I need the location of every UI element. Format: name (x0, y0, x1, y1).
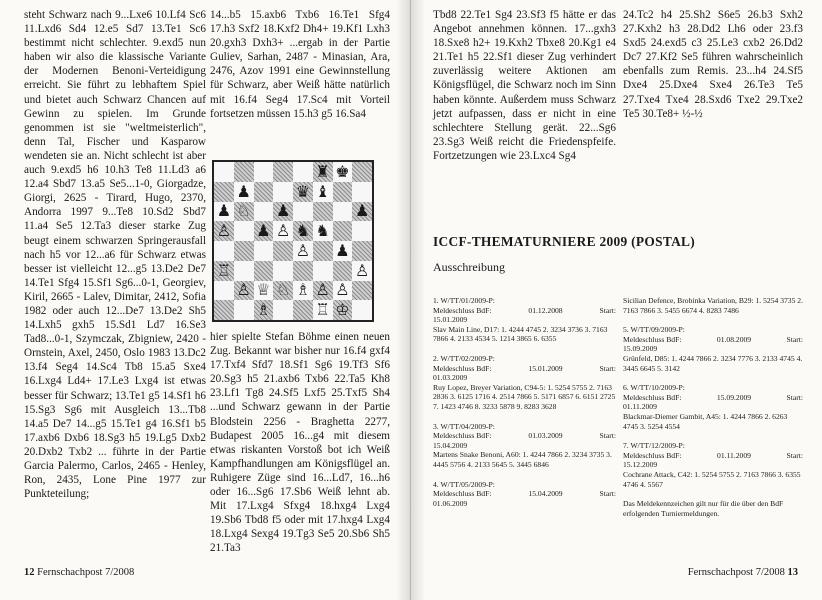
opening-line: Blackmar-Diemer Gambit, A45: 1. 4244 7866 2. 6263 4745 3. 5254 4554 (623, 411, 788, 431)
board-square (293, 202, 313, 222)
left-page-footer (24, 567, 134, 578)
deadline-row (623, 393, 803, 403)
tournament-id: 5. W/TT/09/2009-P: (623, 325, 685, 335)
board-square (214, 162, 234, 182)
tournament-intro: Sicilian Defence, Brobinka Variation, B29: 1. 5254 3735 2. 7163 7866 3. 5455 6674 4. 8283 7486 (623, 296, 803, 315)
start-date: 01.03.2009 (433, 373, 468, 383)
tournament-entry (433, 354, 616, 412)
opening-line: Ruy Lopez, Breyer Variation, C94-5: 1. 5254 5755 2. 7163 2836 3. 6125 1716 4. 2514 7866 5. 5171 6857 6. 6151 2725 7. 1423 4746 8. 3233 5878 9. 8283 3628 (433, 382, 616, 411)
board-square (313, 241, 333, 261)
board-square (352, 162, 372, 182)
board-square (254, 261, 274, 281)
board-square (214, 300, 234, 320)
board-square (333, 202, 353, 222)
page-number-right: 13 (787, 567, 798, 578)
start-date: 01.11.2009 (623, 402, 657, 412)
deadline-row (433, 364, 616, 374)
tournament-id: 2. W/TT/02/2009-P: (433, 353, 495, 363)
tournament-entry (433, 296, 616, 344)
board-square (254, 182, 274, 202)
board-square: ♞ (293, 221, 313, 241)
board-square (254, 202, 274, 222)
board-square: ♛ (293, 182, 313, 202)
deadline-date: 01.08.2009 (716, 334, 752, 344)
start-date: 15.09.2009 (623, 344, 658, 354)
deadline-label: Meldeschluss BdF: (433, 305, 492, 315)
tournament-list-right (623, 296, 803, 518)
opening-line: Slav Main Line, D17: 1. 4244 4745 2. 3234 3736 3. 7163 7866 4. 2133 4534 5. 1214 3865 6. 6355 (433, 324, 608, 344)
board-square: ♟ (273, 202, 293, 222)
deadline-label: Meldeschluss BdF: (433, 363, 492, 373)
right-column-1: Tbd8 22.Te1 Sg4 23.Sf3 f5 hätte er das Angebot annehmen können. 17...gxh3 18.Sxe8 h2+ 19.Kxh2 Tbxe8 20.Kg1 e4 21.Te1 h5 22.Sf1 dieser Zug verhindert zuverlässig weitere Aktionen am Königsflügel, die Schwarz noch im Sinn haben könnte. Außerdem muss Schwarz jetzt aufpassen, dass er nicht in eine schlechtere Stellung gerät. 22...Sg6 23.Sg3 Weiß reicht die Friedenspfeife. Fortzetzungen wie 23.Lxc4 Sg4 (433, 9, 616, 162)
board-square (313, 202, 333, 222)
deadline-row (433, 489, 616, 499)
board-square: ♘ (234, 202, 254, 222)
board-square (352, 241, 372, 261)
start-label: Start: (599, 363, 616, 373)
section-subtitle: Ausschreibung (433, 260, 505, 274)
tournament-id: 1. W/TT/01/2009-P: (433, 296, 495, 305)
footer-publication-right: Fernschachpost 7/2008 (687, 567, 785, 578)
board-square: ♕ (254, 281, 274, 301)
deadline-date: 01.11.2009 (717, 450, 751, 460)
deadline-date: 01.12.2008 (528, 305, 563, 315)
board-square: ♜ (313, 162, 333, 182)
board-square (333, 261, 353, 281)
deadline-label: Meldeschluss BdF: (433, 489, 492, 499)
right-page-footer (688, 567, 798, 578)
deadline-row (433, 306, 616, 316)
board-square (234, 300, 254, 320)
tournament-id: 6. W/TT/10/2009-P: (623, 383, 685, 393)
deadline-label: Meldeschluss BdF: (623, 392, 682, 402)
board-square (293, 300, 313, 320)
deadline-row (433, 431, 616, 441)
start-date: 01.06.2009 (433, 498, 468, 508)
tournament-entry (433, 480, 616, 509)
board-square (352, 281, 372, 301)
board-square (293, 162, 313, 182)
board-square: ♟ (214, 202, 234, 222)
board-square (352, 182, 372, 202)
board-square: ♙ (273, 221, 293, 241)
board-square (234, 162, 254, 182)
section-title: ICCF-THEMATURNIERE 2009 (POSTAL) (433, 234, 696, 249)
board-square: ♙ (333, 281, 353, 301)
deadline-label: Meldeschluss BdF: (623, 450, 682, 460)
start-label: Start: (786, 334, 803, 344)
start-date: 15.04.2009 (433, 440, 468, 450)
right-page (411, 0, 822, 600)
chess-diagram (212, 160, 374, 322)
board-square: ♚ (333, 162, 353, 182)
board-square (293, 261, 313, 281)
board-square (352, 300, 372, 320)
board-square (333, 182, 353, 202)
tournament-entry (623, 441, 803, 489)
tournament-entries-right (623, 325, 803, 489)
board-square (273, 162, 293, 182)
board-square (214, 281, 234, 301)
opening-line: Cochrane Attack, C42: 1. 5254 5755 2. 7163 7866 3. 6355 4746 4. 5567 (623, 469, 801, 489)
gutter-shadow-left (396, 0, 410, 600)
board-square (273, 241, 293, 261)
board-square: ♟ (234, 182, 254, 202)
board-square (234, 261, 254, 281)
board-square: ♙ (313, 281, 333, 301)
start-label: Start: (786, 392, 803, 402)
board-square: ♗ (293, 281, 313, 301)
board-square (333, 221, 353, 241)
start-label: Start: (599, 489, 616, 499)
board-square (273, 182, 293, 202)
start-label: Start: (599, 305, 616, 315)
tournament-id: 7. W/TT/12/2009-P: (623, 441, 685, 451)
board-square: ♝ (313, 182, 333, 202)
deadline-date: 15.09.2009 (716, 392, 752, 402)
board-square: ♖ (313, 300, 333, 320)
start-date: 15.01.2009 (433, 315, 468, 325)
tournament-entry (433, 422, 616, 470)
tournament-entry (623, 383, 803, 431)
board-square: ♙ (214, 221, 234, 241)
board-square: ♙ (293, 241, 313, 261)
board-square (273, 261, 293, 281)
registration-note: Das Meldekennzeichen gilt nur für die über den BdF erfolgenden Turniermeldungen. (623, 499, 784, 518)
board-square: ♟ (254, 221, 274, 241)
tournament-id: 4. W/TT/05/2009-P: (433, 479, 495, 489)
tournament-list-left (433, 296, 616, 518)
right-column-2: 24.Tc2 h4 25.Sh2 S6e5 26.b3 Sxh2 27.Kxh2 h3 28.Dd2 Lh6 oder 23.f3 Sxd5 24.exd5 c3 25.Le3 cxb2 26.Dd2 Dc7 27.Kf2 Se5 führen wahrscheinlich ebenfalls zum Remis. 23...h4 24.Sf5 Dxe4 25.Dxe4 Sxe4 26.Te3 Te5 27.Txe4 Txe4 28.Sxd6 Txe2 29.Txe2 Te5 30.Te8+ ½-½ (623, 9, 803, 120)
deadline-row (623, 335, 803, 345)
board-square (214, 182, 234, 202)
left-column-2-bottom: hier spielte Stefan Böhme einen neuen Zug. Bekannt war bisher nur 16.f4 gxf4 17.Txf4 Sfd7 18.Sf1 Sg6 19.Tf3 Sf6 20.Sg3 h5 21.axb6 Txb6 22.Ta5 Kh8 23.Lf1 Tg8 24.Sf5 Lxf5 25.Txf5 Sh4 ...und Schwarz gewann in der Partie Blodstein 2256 - Braghetta 2277, Budapest 2005 16...g4 mit diesem etwas riskanten Vorstoß bot ich Weiß Kampfhandlungen am Königsflügel an. Ruhigere Züge sind 16...Ld7, 16...h6 oder 16...Sg6 17.Sb6 Weiß lehnt ab. Mit 17.Lxg4 Sfxg4 18.hxg4 Lxg4 19.Sb6 Tbd8 f5 oder mit 17.hxg4 Lxg4 18.Lxg4 Sexg4 19.Tg3 Se5 20.Sb6 Sh5 21.Ta3 (210, 331, 390, 555)
board-square: ♙ (352, 261, 372, 281)
footer-publication-left: Fernschachpost 7/2008 (37, 567, 135, 578)
deadline-date: 01.03.2009 (528, 431, 563, 441)
left-column-1: steht Schwarz nach 9...Lxe6 10.Lf4 Sc6 11.Lxd6 Sd4 12.e5 Sd7 13.Te1 Sc6 bestimmt nicht schlechter. 9.exd5 nun haben wir also die klassische Variante der Modernen Benoni-Verteidigung erreicht. Sie führt zu lebhaftem Spiel und bietet auch Schwarz Chancen auf Gewinn zu spielen. Im Grunde genommen ist sie "weltmeisterlich", denn Tal, Fischer und Kasparow wendeten sie an. Nicht schlecht ist aber auch 9.exd5 h6 10.h3 Te8 11.Ld3 a6 12.a4 Sbd7 13.a5 Se5...1-0, Giorgadze, Giorgi, 2625 - Tirard, Hugo, 2370, Andorra 1997 9...Te8 10.Sd2 Sbd7 11.a4 Se5 12.Ta3 dieser starke Zug beugt einem schwarzen Springerausfall nach h5 vor 12...a6 für Schwarz etwas besser ist vielleicht 12...g5 13.De2 De7 14.Te1 Sfg4 15.Sf1 Sg6...0-1, Georgiev, Kiril, 2665 - Lalev, Dimitar, 2412, Sofia 1982 oder auch 12...De7 13.De2 Sh5 14.Lxh5 gxh5 15.Sd1 Ld7 16.Se3 Tad8...0-1, Szymczak, Zbigniew, 2420 - Ornstein, Axel, 2450, Oslo 1983 13.Dc2 13.f4 Seg4 14.Sc4 Tb8 15.a5 Sxe4 16.Lxg4 Ld4+ 17.Le3 Lxg4 ist etwas besser für Schwarz; 13.Te1 g5 14.Sf1 h6 15.Sg3 Sg6 mit Ausgleich 13...Tb8 14.a5 De7 14...g5 15.Te1 g4 16.Sf1 b5 17.axb6 Dxb6 18.Sg3 h5 19.Lg5 Dxb2 20.Dxb2 Txb2 ... führte in der Partie Garcia Palermo, Carlos, 2465 - Henley, Ron, 2435, Lone Pine 1977 zur Punkteteilung; (24, 9, 206, 501)
board-square: ♟ (333, 241, 353, 261)
board-square (234, 221, 254, 241)
board-square: ♘ (273, 281, 293, 301)
start-date: 15.12.2009 (623, 460, 658, 470)
board-square (234, 241, 254, 261)
board-square: ♖ (214, 261, 234, 281)
board-square: ♙ (234, 281, 254, 301)
tournament-id: 3. W/TT/04/2009-P: (433, 421, 495, 431)
page-number-left: 12 (24, 567, 35, 578)
tournament-entry (623, 325, 803, 373)
board-square (214, 241, 234, 261)
deadline-label: Meldeschluss BdF: (433, 431, 492, 441)
opening-line: Grünfeld, D85: 1. 4244 7866 2. 3234 7776 3. 2133 4745 4. 3445 6645 5. 3142 (623, 353, 803, 373)
board-square: ♟ (352, 202, 372, 222)
deadline-date: 15.01.2009 (528, 363, 563, 373)
start-label: Start: (599, 431, 616, 441)
board-square: ♗ (254, 300, 274, 320)
board-square (254, 241, 274, 261)
deadline-row (623, 451, 803, 461)
opening-line: Martens Snake Benoni, A60: 1. 4244 7866 2. 3234 3735 3. 4445 5756 4. 2133 5645 5. 3445 6846 (433, 450, 612, 469)
board-square (254, 162, 274, 182)
deadline-label: Meldeschluss BdF: (623, 334, 682, 344)
board-square (313, 261, 333, 281)
board-square: ♞ (313, 221, 333, 241)
board-square (273, 300, 293, 320)
left-column-2-top: 14...b5 15.axb6 Txb6 16.Te1 Sfg4 17.h3 Sxf2 18.Kxf2 Dh4+ 19.Kf1 Lxh3 20.gxh3 Dxh3+ ...ergab in der Partie Guliev, Sarhan, 2487 - Minasian, Ara, 2476, Azov 1991 eine Gewinnstellung für Schwarz, aber Weiß hätte natürlich mit 16.f4 Seg4 17.Sc4 mit Vorteil fortsetzen müssen 15.h3 g5 16.Sa4 (210, 9, 390, 120)
deadline-date: 15.04.2009 (528, 489, 563, 499)
start-label: Start: (786, 450, 803, 460)
gutter-shadow-right (411, 0, 425, 600)
board-square: ♔ (333, 300, 353, 320)
board-square (352, 221, 372, 241)
